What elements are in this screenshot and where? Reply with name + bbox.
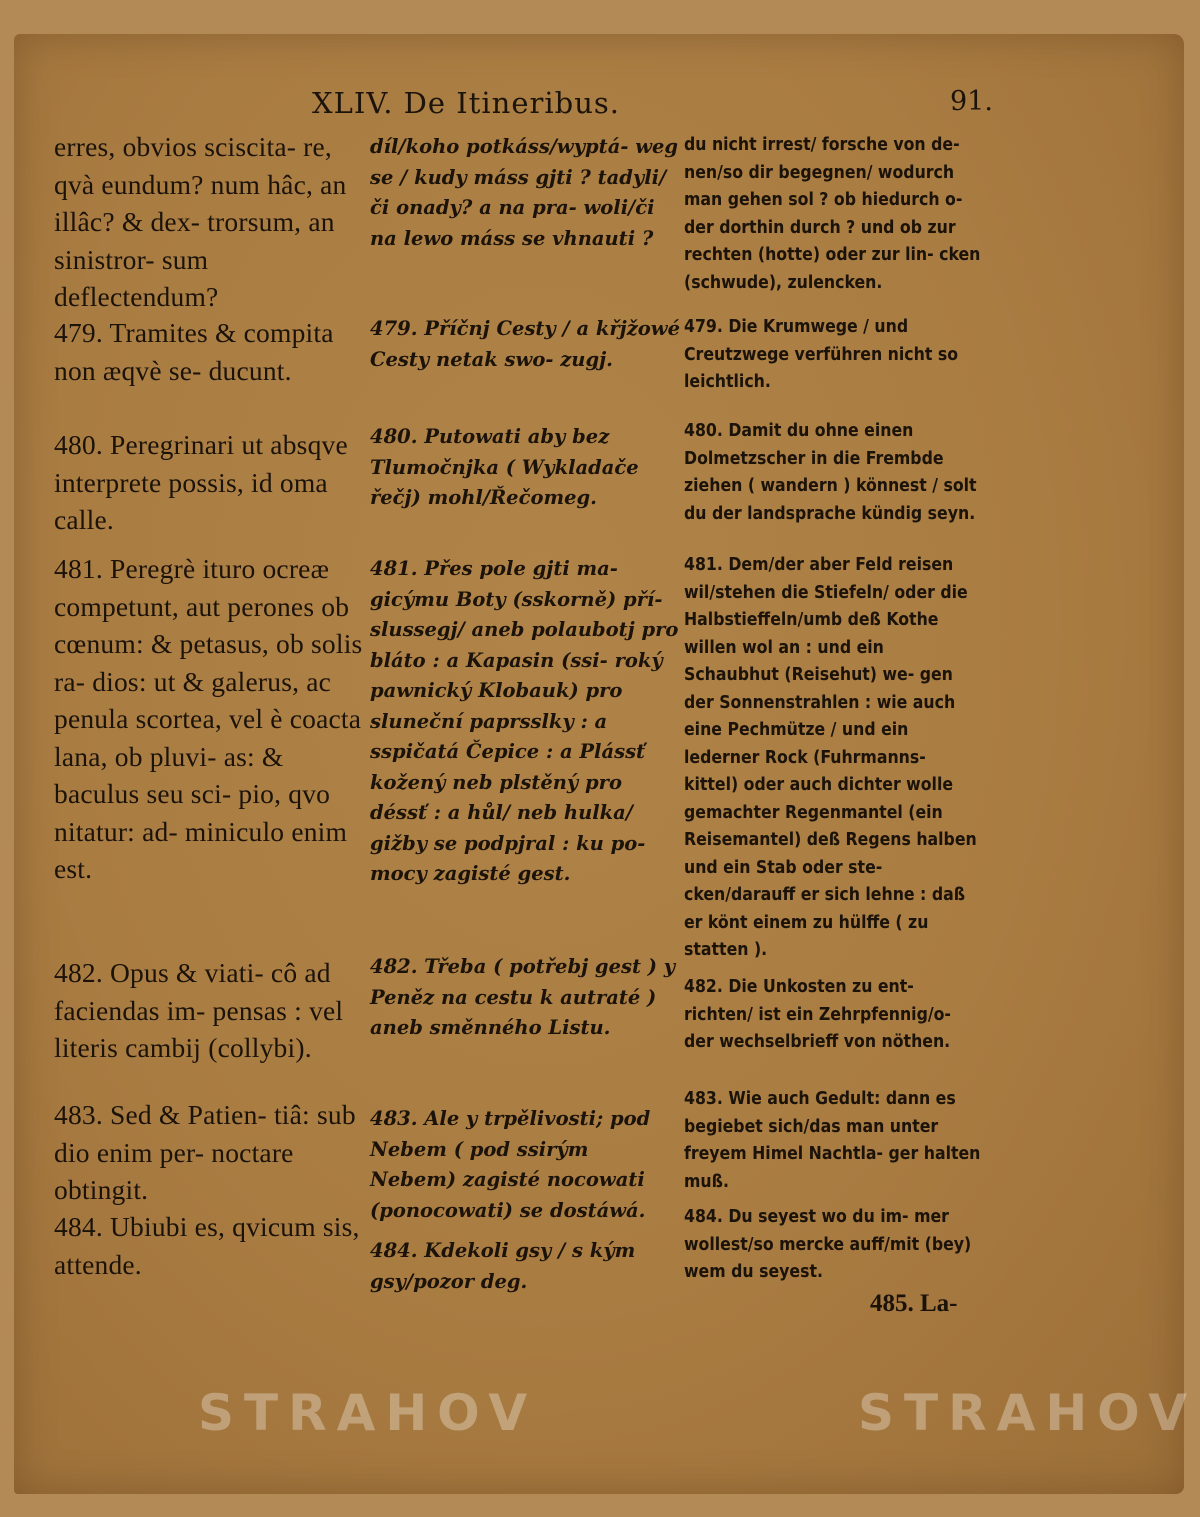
latin-entry-480: 480. Peregrinari ut absqve interprete possis, id oma calle. (54, 429, 348, 535)
catchword: 485. La- (870, 1290, 958, 1317)
czech-entry-484: 484. Kdekoli gsy / s kým gsy/pozor deg. (370, 1239, 636, 1293)
latin-entry-482: 482. Opus & viati- cô ad faciendas im- pensas : vel literis cambij (collybi). (54, 957, 344, 1063)
watermark-right: STRAHOV (858, 1384, 1198, 1442)
czech-entry-481: 481. Přes pole gjti ma- gicýmu Boty (sskorně) pří- slussegj/ aneb polaubotj pro bláto : a Kapasin (ssi- roký pawnický Klobauk) pro sluneční paprsslky : a sspičatá Čepice : a Plássť kožený neb plstěný pro déssť : a hůl/ neb hulka/ gižby se podpjral : ku po- mocy zagisté gest. (370, 557, 679, 885)
german-entry-479: 479. Die Krumwege / und Creutzwege verführen nicht so leichtlich. (684, 317, 959, 392)
running-header (0, 84, 1200, 128)
czech-entry-478: díl/koho potkáss/wyptá- weg se / kudy máss gjti ? tadyli/či onady? a na pra- woli/či na lewo máss se vhnauti ? (370, 135, 679, 250)
german-entry-482: 482. Die Unkosten zu ent- richten/ ist ein Zehrpfennig/o- der wechselbrieff von nöthen. (684, 977, 951, 1052)
czech-entry-482: 482. Třeba ( potřebj gest ) y Peněz na cestu k autraté ) aneb směnného Listu. (370, 955, 676, 1039)
german-entry-480: 480. Damit du ohne einen Dolmetzscher in die Frembde ziehen ( wandern ) könnest / solt du der landsprache kündig seyn. (684, 421, 977, 524)
czech-entry-480: 480. Putowati aby bez Tlumočnjka ( Wykladače řečj) mohl/Řečomeg. (370, 425, 639, 509)
german-entry-481: 481. Dem/der aber Feld reisen wil/stehen die Stiefeln/ oder die Halbstieffeln/umb deß Kothe willen wol an : und ein Schaubhut (Reisehut) we- gen der Sonnenstrahlen : wie auch eine Pechmütze / und ein lederner Rock (Fuhrmanns- kittel) oder auch dichter wolle gemachter Regenmantel (ein Reisemantel) deß Regens halben und ein Stab oder ste- cken/darauff er sich lehne : daß er könt einem zu hülffe ( zu statten ). (684, 555, 977, 960)
page-number: 91. (950, 86, 993, 117)
german-entry-478: du nicht irrest/ forsche von de- nen/so dir begegnen/ wodurch man gehen sol ? ob hiedurch o- der dorthin durch ? und ob zur rechten (hotte) oder zur lin- cken (schwude), zulencken. (684, 135, 981, 293)
german-entry-484: 484. Du seyest wo du im- mer wollest/so mercke auff/mit (bey) wem du seyest. (684, 1207, 972, 1282)
latin-entry-484: 484. Ubiubi es, qvicum sis, attende. (54, 1211, 360, 1280)
latin-entry-478: erres, obvios sciscita- re, qvà eundum? num hâc, an illâc? & dex- trorsum, an sinistror- sum deflectendum? (54, 131, 347, 312)
chapter-title: XLIV. De Itineribus. (312, 86, 621, 120)
watermark-left: STRAHOV (198, 1384, 538, 1442)
german-entry-483: 483. Wie auch Gedult: dann es begiebet sich/das man unter freyem Himel Nachtla- ger halten muß. (684, 1089, 981, 1192)
czech-entry-479: 479. Příčnj Cesty / a křjžowé Cesty netak swo- zugj. (370, 317, 681, 371)
latin-entry-479: 479. Tramites & compita non æqvè se- ducunt. (54, 317, 334, 386)
latin-entry-481: 481. Peregrè ituro ocreæ competunt, aut perones ob cœnum: & petasus, ob solis ra- dios: ut & galerus, ac penula scortea, vel è coacta lana, ob pluvi- as: & baculus seu sci- pio, qvo nitatur: ad- miniculo enim est. (54, 553, 363, 884)
czech-entry-483: 483. Ale y trpělivosti; pod Nebem ( pod ssirým Nebem) zagisté nocowati (ponocowati) se dostáwá. (370, 1107, 651, 1222)
latin-entry-483: 483. Sed & Patien- tiâ: sub dio enim per- noctare obtingit. (54, 1099, 356, 1205)
